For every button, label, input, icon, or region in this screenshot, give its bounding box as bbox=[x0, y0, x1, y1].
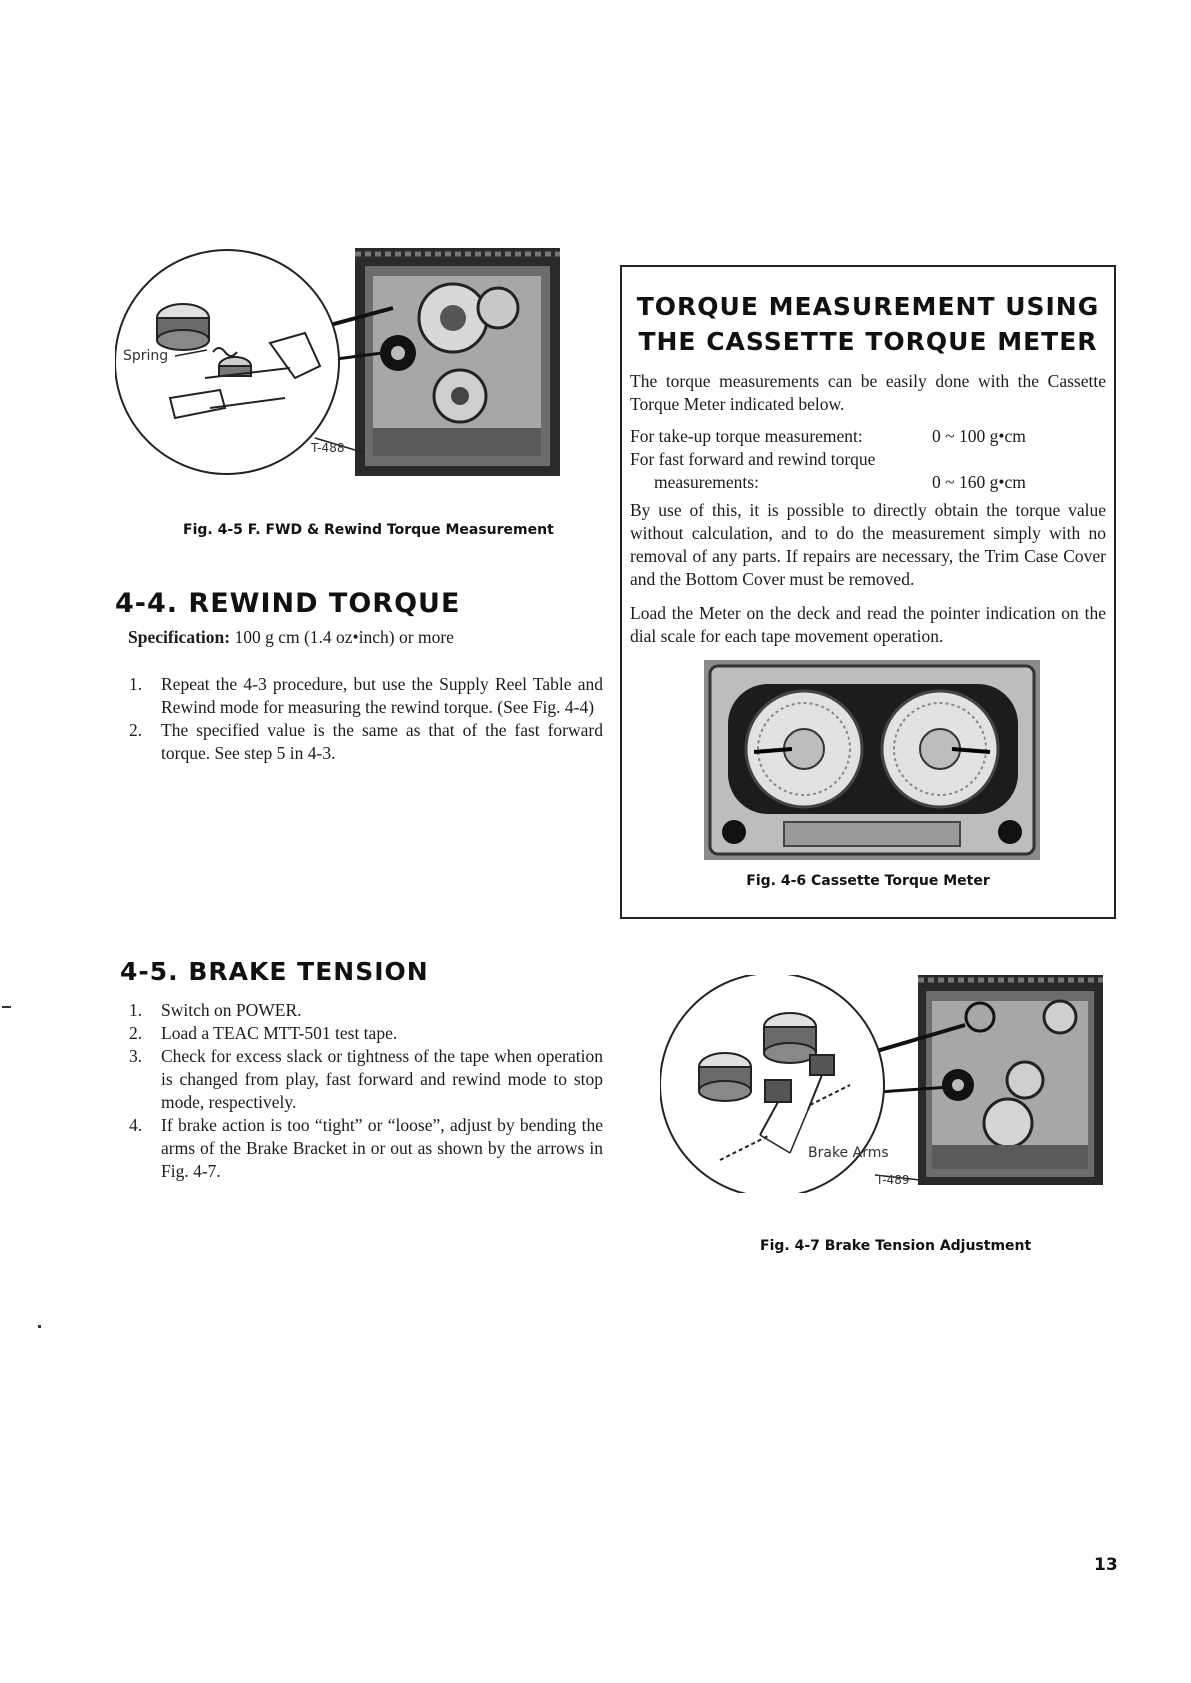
section-4-4-title: 4-4. REWIND TORQUE bbox=[115, 588, 461, 619]
box-intro-paragraph: The torque measurements can be easily done with the Cassette Torque Meter indicated below. bbox=[630, 371, 1106, 414]
box-load-paragraph: Load the Meter on the deck and read the pointer indication on the dial scale for each tape movement operation. bbox=[630, 603, 1106, 646]
rewind-torque-steps bbox=[115, 673, 603, 765]
list-item: 1. Repeat the 4-3 procedure, but use the Supply Reel Table and Rewind mode for measuring the rewind torque. (See Fig. 4-4) bbox=[129, 674, 603, 717]
figure-4-7-caption: Fig. 4-7 Brake Tension Adjustment bbox=[760, 1238, 1032, 1254]
figure-4-7 bbox=[660, 975, 1108, 1193]
list-item: 2. The specified value is the same as that of the fast forward torque. See step 5 in 4-3. bbox=[129, 720, 603, 763]
page-number: 13 bbox=[1094, 1555, 1118, 1575]
list-item: 3. Check for excess slack or tightness of the tape when operation is changed from play, fast forward and rewind mode to stop mode, respectively. bbox=[129, 1046, 603, 1112]
scan-mark bbox=[2, 1006, 11, 1008]
fwd-rewind-torque-illustration bbox=[115, 248, 575, 480]
box-direct-paragraph: By use of this, it is possible to directly obtain the torque value without calculation, and to do the measurement simply with no removal of any parts. If repairs are necessary, the Trim Case Cover and the Bottom Cover must be removed. bbox=[630, 500, 1106, 589]
torque-meter-box bbox=[620, 265, 1116, 919]
brake-arms-label: Brake Arms bbox=[808, 1145, 889, 1161]
specification-line bbox=[128, 626, 454, 649]
torque-ranges bbox=[630, 425, 1106, 494]
figure-4-5 bbox=[115, 248, 575, 480]
specification-label: Specification: bbox=[128, 627, 231, 647]
list-item: 4. If brake action is too “tight” or “loose”, adjust by bending the arms of the Brake Bracket in or out as shown by the arrows in Fig. 4-7. bbox=[129, 1115, 603, 1181]
cassette-torque-meter-photo bbox=[704, 660, 1040, 860]
figure-code-label: T-488 bbox=[311, 441, 345, 455]
spring-label: Spring bbox=[123, 348, 169, 364]
list-item: 2. Load a TEAC MTT-501 test tape. bbox=[129, 1023, 398, 1043]
figure-4-5-caption: Fig. 4-5 F. FWD & Rewind Torque Measurement bbox=[183, 522, 554, 538]
brake-tension-steps bbox=[115, 999, 603, 1183]
specification-value: 100 g cm (1.4 oz•inch) or more bbox=[234, 627, 454, 647]
takeup-range-row: For take-up torque measurement: 0 ~ 100 g•cm bbox=[630, 426, 1026, 446]
scan-mark bbox=[38, 1325, 41, 1328]
section-4-5-title: 4-5. BRAKE TENSION bbox=[120, 957, 429, 986]
list-item: 1. Switch on POWER. bbox=[129, 1000, 302, 1020]
box-title-line2: THE CASSETTE TORQUE METER bbox=[638, 327, 1098, 356]
box-title-line1: TORQUE MEASUREMENT USING bbox=[636, 292, 1100, 321]
figure-code-label: T-489 bbox=[876, 1173, 910, 1187]
figure-4-6-caption: Fig. 4-6 Cassette Torque Meter bbox=[746, 873, 990, 889]
ffwd-rewind-range-row: measurements: 0 ~ 160 g•cm bbox=[654, 472, 1026, 492]
ffwd-rewind-range-label: For fast forward and rewind torque bbox=[630, 449, 876, 469]
